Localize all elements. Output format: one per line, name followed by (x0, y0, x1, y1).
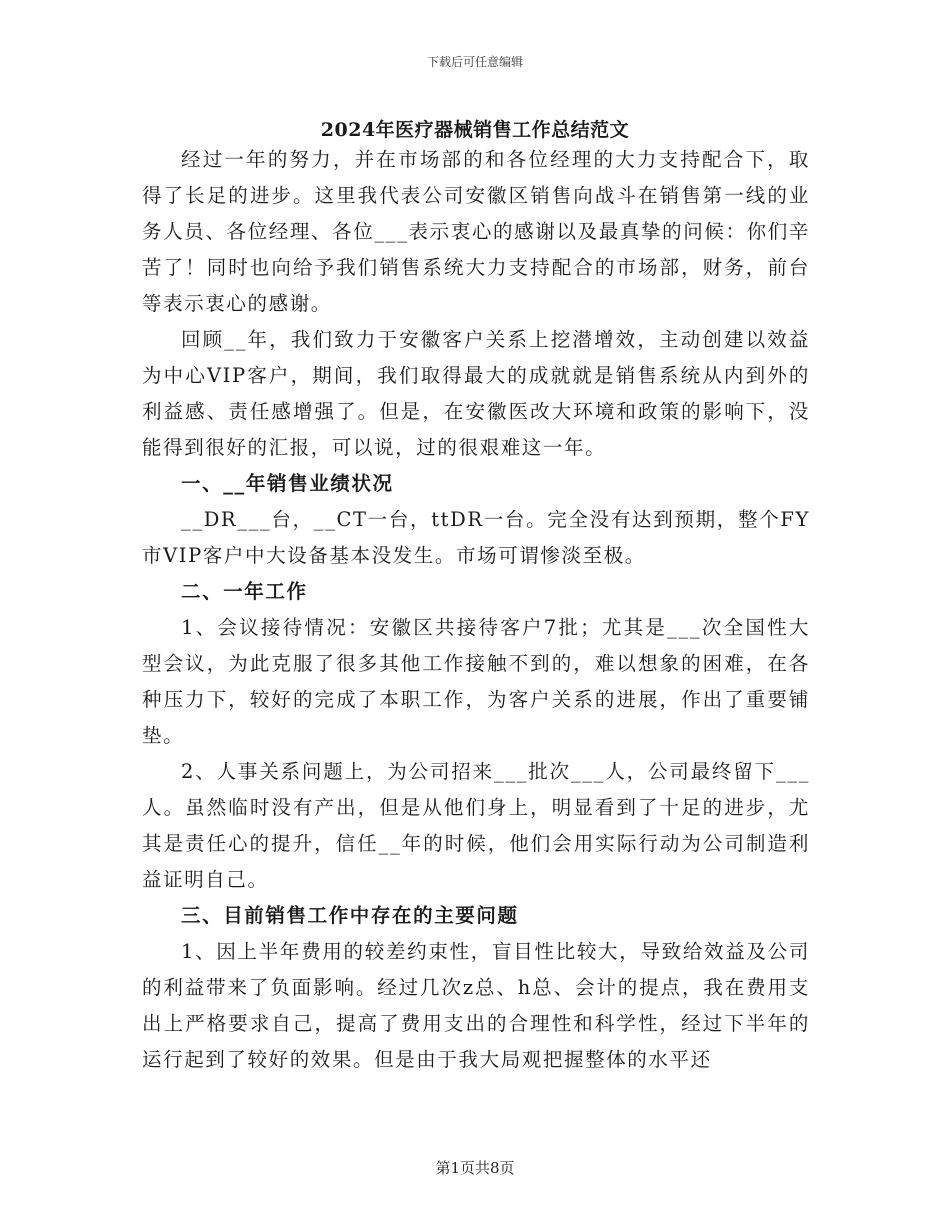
document-title: 2024年医疗器械销售工作总结范文 (320, 119, 630, 141)
paragraph-meetings: 1、会议接待情况：安徽区共接待客户7批；尤其是___次全国性大型会议，为此克服了很多其他工作接触不到的，难以想象的困难，在各种压力下，较好的完成了本职工作，为客户关系的进展，作出了重要铺垫。 (142, 616, 810, 747)
section-heading-problems: 三、目前销售工作中存在的主要问题 (181, 904, 519, 927)
document-body (142, 142, 810, 1078)
page-number: 第1页共8页 (435, 1159, 515, 1177)
paragraph-problems: 1、因上半年费用的较差约束性，盲目性比较大，导致给效益及公司的利益带来了负面影响。经过几次z总、h总、会计的提点，我在费用支出上严格要求自己，提高了费用支出的合理性和科学性，经过下半年的运行起到了较好的效果。但是由于我大局观把握整体的水平还 (142, 940, 810, 1071)
paragraph-performance: __DR___台，__CT一台，ttDR一台。完全没有达到预期，整个FY市VIP客户中大设备基本没发生。市场可谓惨淡至极。 (142, 508, 810, 567)
paragraph-review: 回顾__年，我们致力于安徽客户关系上挖潜增效，主动创建以效益为中心VIP客户，期间，我们取得最大的成就就是销售系统从内到外的利益感、责任感增强了。但是，在安徽医改大环境和政策的影响下，没能得到很好的汇报，可以说，过的很艰难这一年。 (142, 328, 810, 459)
section-heading-performance: 一、__年销售业绩状况 (181, 472, 394, 495)
section-heading-work: 二、一年工作 (181, 580, 308, 603)
paragraph-intro: 经过一年的努力，并在市场部的和各位经理的大力支持配合下，取得了长足的进步。这里我代表公司安徽区销售向战斗在销售第一线的业务人员、各位经理、各位___表示衷心的感谢以及最真挚的问候：你们辛苦了！同时也向给予我们销售系统大力支持配合的市场部，财务，前台等表示衷心的感谢。 (142, 148, 810, 315)
header-note: 下载后可任意编辑 (426, 55, 523, 69)
paragraph-personnel: 2、人事关系问题上，为公司招来___批次___人，公司最终留下___人。虽然临时没有产出，但是从他们身上，明显看到了十足的进步，尤其是责任心的提升，信任__年的时候，他们会用实际行动为公司制造利益证明自己。 (142, 760, 810, 891)
